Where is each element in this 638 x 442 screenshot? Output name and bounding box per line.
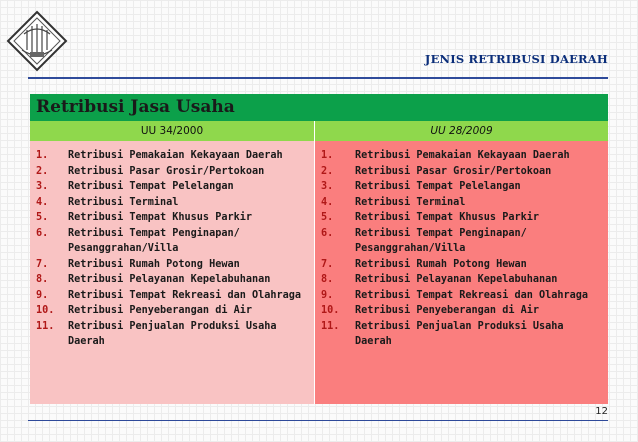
list-item	[315, 257, 608, 273]
item-number: 7.	[321, 258, 334, 270]
item-text: Retribusi Rumah Potong Hewan	[355, 258, 527, 270]
item-text: Retribusi Tempat Pelelangan	[355, 181, 521, 192]
item-text: Retribusi Pelayanan Kepelabuhanan	[355, 274, 558, 285]
item-number: 2.	[321, 165, 334, 177]
item-number: 8.	[321, 274, 334, 285]
list-item	[315, 179, 608, 195]
item-number: 3.	[321, 181, 334, 192]
section-title: Retribusi Jasa Usaha	[30, 94, 608, 121]
item-text: Retribusi Tempat Penginapan/ Pesanggrahan/Villa	[355, 227, 527, 254]
item-text: Retribusi Penyeberangan di Air	[68, 305, 253, 316]
item-text: Retribusi Terminal	[68, 196, 179, 208]
item-number: 6.	[36, 227, 49, 239]
list-item	[315, 164, 608, 180]
item-number: 2.	[36, 165, 49, 177]
footer-divider	[28, 420, 608, 421]
ministry-emblem-logo	[6, 10, 68, 72]
header-divider	[28, 77, 608, 79]
item-number: 1.	[321, 150, 334, 161]
page-number: 12	[595, 406, 608, 417]
item-number: 5.	[36, 212, 49, 223]
list-item	[30, 319, 314, 350]
list-item	[30, 148, 314, 164]
list-item	[30, 226, 314, 257]
column-header-uu-28-2009: UU 28/2009	[315, 121, 608, 141]
column-header-uu-34-2000: UU 34/2000	[30, 121, 315, 141]
item-text: Retribusi Terminal	[355, 196, 466, 208]
item-number: 9.	[36, 289, 49, 301]
list-item	[30, 164, 314, 180]
item-text: Retribusi Tempat Khusus Parkir	[68, 212, 253, 223]
item-text: Retribusi Pelayanan Kepelabuhanan	[68, 274, 271, 285]
item-text: Retribusi Pemakaian Kekayaan Daerah	[68, 150, 283, 161]
list-item	[30, 272, 314, 288]
column-body-uu-34-2000	[30, 141, 315, 404]
list-item	[315, 319, 608, 350]
list-item	[30, 257, 314, 273]
item-number: 9.	[321, 289, 334, 301]
list-item	[30, 288, 314, 304]
item-number: 3.	[36, 181, 49, 192]
item-text: Retribusi Pasar Grosir/Pertokoan	[68, 165, 265, 177]
item-number: 1.	[36, 150, 49, 161]
list-item	[315, 210, 608, 226]
item-number: 11.	[36, 320, 55, 332]
list-item	[315, 288, 608, 304]
item-text: Retribusi Tempat Pelelangan	[68, 181, 234, 192]
column-body-uu-28-2009	[315, 141, 608, 404]
list-item	[315, 303, 608, 319]
list-item	[315, 226, 608, 257]
retribusi-list-uu-34-2000	[30, 148, 314, 350]
item-number: 10.	[321, 305, 340, 316]
item-text: Retribusi Rumah Potong Hewan	[68, 258, 240, 270]
item-text: Retribusi Pemakaian Kekayaan Daerah	[355, 150, 570, 161]
item-number: 4.	[321, 196, 334, 208]
item-number: 4.	[36, 196, 49, 208]
list-item	[30, 195, 314, 211]
list-item	[30, 303, 314, 319]
item-number: 10.	[36, 305, 55, 316]
page-header-title: JENIS RETRIBUSI DAERAH	[424, 52, 608, 66]
item-text: Retribusi Tempat Penginapan/ Pesanggrahan/Villa	[68, 227, 240, 254]
retribusi-list-uu-28-2009	[315, 148, 608, 350]
list-item	[30, 179, 314, 195]
item-text: Retribusi Penyeberangan di Air	[355, 305, 540, 316]
item-number: 11.	[321, 320, 340, 332]
item-text: Retribusi Penjualan Produksi Usaha Daerah	[68, 320, 277, 347]
list-item	[315, 148, 608, 164]
item-text: Retribusi Tempat Rekreasi dan Olahraga	[68, 289, 302, 301]
item-text: Retribusi Penjualan Produksi Usaha Daerah	[355, 320, 564, 347]
item-number: 5.	[321, 212, 334, 223]
item-number: 6.	[321, 227, 334, 239]
item-text: Retribusi Pasar Grosir/Pertokoan	[355, 165, 552, 177]
list-item	[315, 195, 608, 211]
item-text: Retribusi Tempat Rekreasi dan Olahraga	[355, 289, 589, 301]
item-number: 7.	[36, 258, 49, 270]
list-item	[315, 272, 608, 288]
list-item	[30, 210, 314, 226]
item-text: Retribusi Tempat Khusus Parkir	[355, 212, 540, 223]
item-number: 8.	[36, 274, 49, 285]
